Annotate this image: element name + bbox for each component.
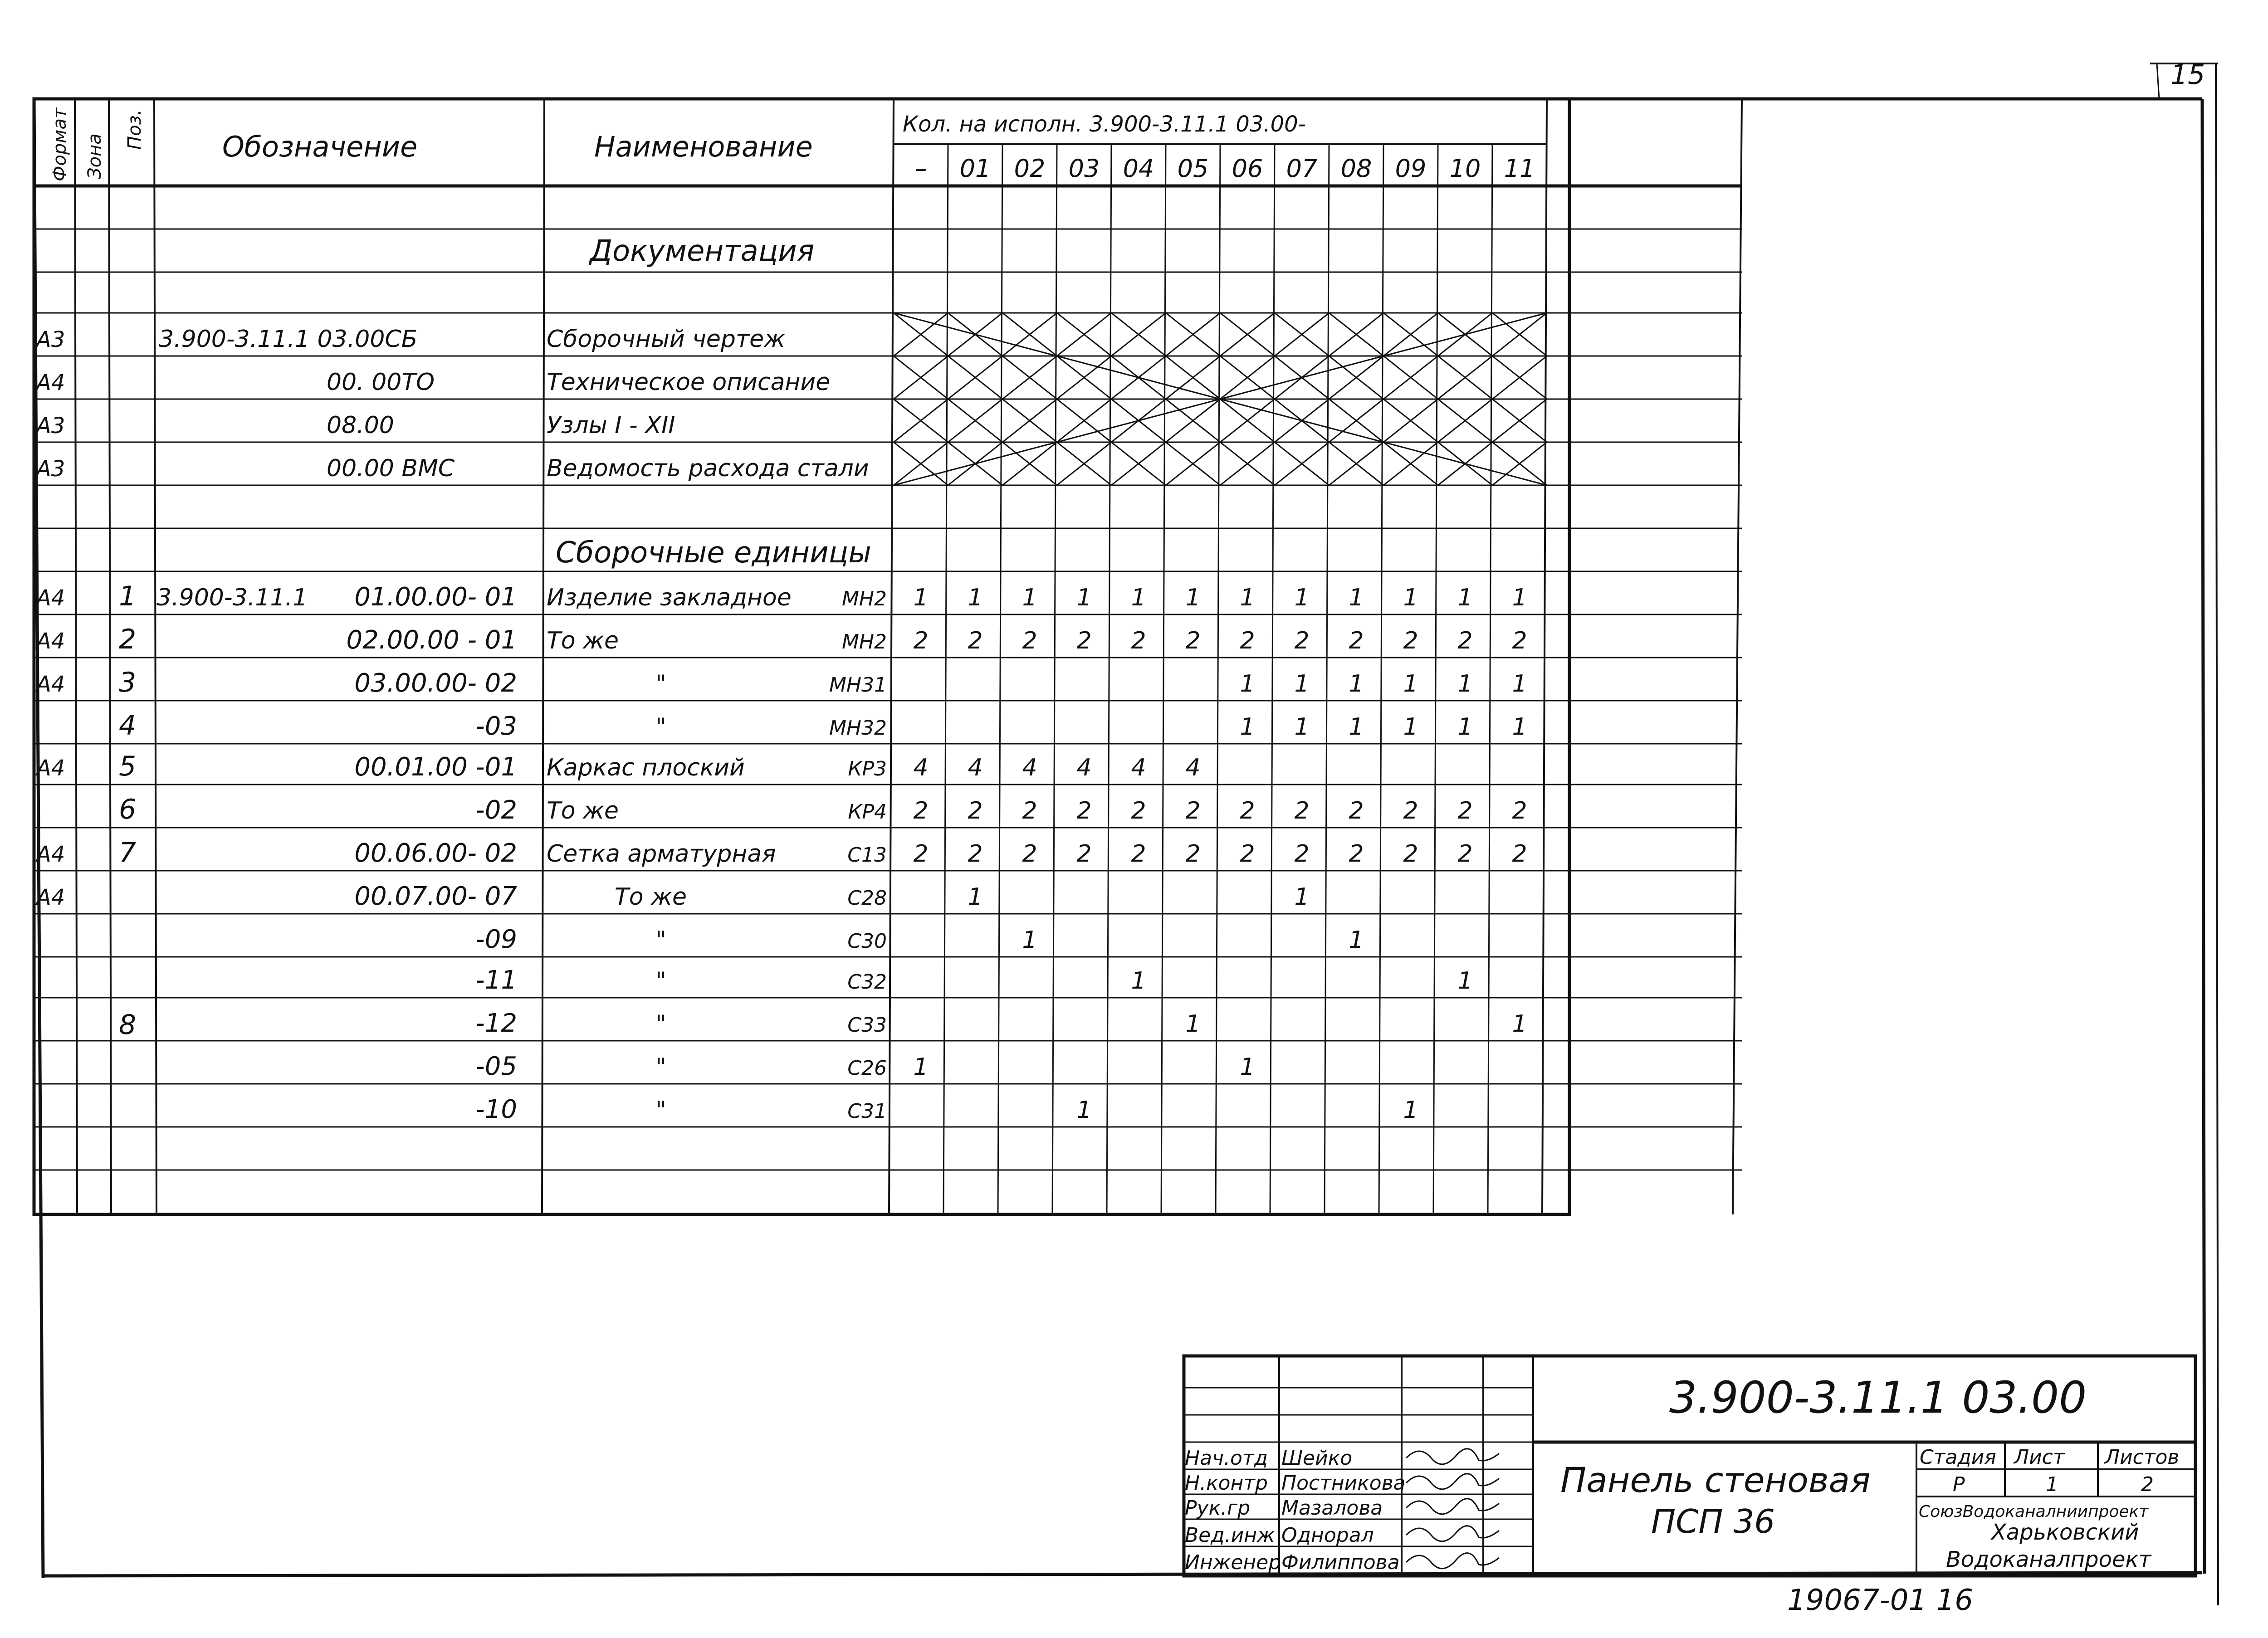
sheet-label: Лист (2014, 1446, 2065, 1469)
row-designation: -05 (475, 1052, 517, 1081)
row-name: Сетка арматурная (547, 840, 776, 868)
stage-label: Стадия (1920, 1446, 1996, 1469)
row-quantity: 2 (1185, 840, 1201, 868)
row-quantity: 4 (1131, 754, 1146, 781)
row-quantity: 4 (968, 754, 983, 781)
row-quantity: 2 (1294, 797, 1310, 824)
row-quantity: 2 (1512, 797, 1527, 824)
row-quantity: 2 (1240, 627, 1255, 654)
doc-row-format: А3 (36, 456, 65, 482)
signer-role: Нач.отд (1185, 1447, 1268, 1470)
row-quantity: 1 (1403, 584, 1418, 611)
row-quantity: 2 (1349, 840, 1364, 868)
header-qty-title: Кол. на испoлн. 3.900-3.11.1 03.00- (903, 112, 1306, 137)
organization-line-3: Водоканалпроект (1946, 1547, 2151, 1572)
row-mark: С13 (847, 843, 887, 867)
row-position: 1 (119, 580, 137, 612)
row-quantity: 2 (1457, 797, 1473, 824)
row-quantity: 2 (913, 840, 929, 868)
row-name: " (655, 967, 666, 994)
row-quantity: 1 (1240, 584, 1255, 611)
row-designation: -09 (475, 925, 517, 954)
row-quantity: 4 (1185, 754, 1201, 781)
row-name: " (655, 1053, 666, 1081)
variant-header-1: 01 (959, 154, 991, 183)
row-quantity: 1 (1512, 713, 1527, 741)
row-quantity: 2 (1185, 797, 1201, 824)
row-mark: С28 (847, 887, 887, 910)
row-quantity: 1 (913, 1053, 929, 1081)
doc-row-name: Сборочный чертеж (547, 326, 785, 353)
header-pos: Поз. (124, 109, 145, 150)
row-quantity: 2 (1185, 627, 1201, 654)
row-designation: -12 (475, 1009, 517, 1038)
row-quantity: 1 (1403, 713, 1418, 741)
documentation-rows (35, 326, 869, 482)
row-quantity: 1 (1512, 1010, 1527, 1038)
row-position: 6 (119, 794, 137, 825)
row-quantity: 4 (1076, 754, 1092, 781)
signer-role: Вед.инж (1185, 1524, 1275, 1547)
organization-line-1: СоюзВодоканалниипроект (1919, 1502, 2149, 1521)
row-quantity: 2 (1076, 797, 1092, 824)
signer-name: Постникова (1281, 1472, 1406, 1495)
row-designation: 00.01.00 -01 (354, 752, 517, 782)
row-quantity: 1 (1403, 1097, 1418, 1124)
row-quantity: 1 (1457, 584, 1473, 611)
row-quantity: 1 (1185, 584, 1201, 611)
row-designation: -02 (475, 795, 517, 825)
row-designation: 02.00.00 - 01 (346, 625, 517, 655)
row-designation: -10 (475, 1095, 517, 1124)
row-designation: 00.07.00- 07 (354, 882, 517, 911)
row-quantity: 2 (1022, 797, 1037, 824)
variant-header-2: 02 (1014, 154, 1046, 183)
row-quantity: 2 (1240, 797, 1255, 824)
row-name: Изделие закладное (547, 584, 792, 611)
row-position: 2 (119, 624, 137, 655)
row-quantity: 2 (1457, 840, 1473, 868)
row-quantity: 1 (913, 584, 929, 611)
row-quantity: 1 (1349, 670, 1364, 697)
row-format: А4 (36, 585, 65, 611)
row-quantity: 2 (1512, 627, 1527, 654)
row-quantity: 2 (1294, 840, 1310, 868)
row-format: А4 (36, 756, 65, 781)
signature-scribble (1406, 1553, 1499, 1569)
row-quantity: 1 (968, 883, 983, 911)
row-name: " (655, 1097, 666, 1124)
row-quantity: 2 (1131, 627, 1146, 654)
row-quantity: 1 (1349, 926, 1364, 954)
row-quantity: 2 (968, 840, 983, 868)
header-zone: Зона (84, 133, 105, 179)
document-title: Панель стеновая (1560, 1460, 1871, 1500)
section-assemblies: Сборочные единицы (556, 536, 871, 570)
row-quantity: 1 (1403, 670, 1418, 697)
row-quantity: 2 (1403, 840, 1418, 868)
row-quantity: 2 (968, 797, 983, 824)
variant-header-8: 08 (1340, 154, 1372, 183)
variant-header-7: 07 (1286, 154, 1318, 183)
row-name: " (655, 1010, 666, 1038)
row-quantity: 2 (913, 797, 929, 824)
archive-number: 19067-01 16 (1787, 1584, 1973, 1617)
section-documentation: Документация (590, 234, 815, 268)
row-quantity: 2 (1403, 627, 1418, 654)
row-designation: 00.06.00- 02 (354, 838, 517, 868)
row-designation: -11 (475, 965, 517, 995)
row-position: 7 (119, 837, 137, 868)
row-quantity: 1 (1349, 584, 1364, 611)
stage-value: Р (1953, 1473, 1965, 1496)
doc-row-designation: 00. 00ТО (327, 369, 435, 396)
row-designation: -03 (475, 712, 517, 741)
variant-header-11: 11 (1504, 154, 1535, 183)
row-position: 5 (119, 751, 137, 782)
row-quantity: 2 (1349, 627, 1364, 654)
row-mark: С32 (847, 970, 887, 994)
row-quantity: 2 (1294, 627, 1310, 654)
row-quantity: 1 (1131, 967, 1146, 994)
signer-role: Рук.гр (1185, 1497, 1251, 1520)
row-quantity: 1 (1294, 584, 1310, 611)
row-quantity: 1 (1294, 883, 1310, 911)
row-name: " (655, 713, 666, 741)
assembly-rows (35, 580, 1527, 1124)
row-name: " (655, 670, 666, 697)
row-quantity: 1 (1349, 713, 1364, 741)
signature-scribble (1406, 1474, 1499, 1489)
row-format: А4 (36, 672, 65, 697)
row-quantity: 1 (1294, 670, 1310, 697)
sheets-label: Листов (2105, 1446, 2180, 1469)
signature-scribble (1406, 1499, 1499, 1514)
row-quantity: 2 (1076, 840, 1092, 868)
row-quantity: 2 (1131, 840, 1146, 868)
doc-row-format: А3 (36, 327, 65, 352)
organization-line-2: Харьковский (1991, 1520, 2139, 1545)
doc-row-format: А4 (36, 370, 65, 395)
row-quantity: 1 (1131, 584, 1146, 611)
row-quantity: 1 (1240, 713, 1255, 741)
row-quantity: 2 (1022, 627, 1037, 654)
signer-role: Н.контр (1185, 1472, 1268, 1495)
doc-row-designation: 3.900-3.11.1 03.00СБ (159, 326, 418, 353)
row-quantity: 1 (1512, 584, 1527, 611)
row-quantity: 1 (1022, 926, 1037, 954)
row-format: А4 (36, 629, 65, 654)
row-quantity: 1 (1294, 713, 1310, 741)
row-quantity: 1 (1022, 584, 1037, 611)
row-name: То же (547, 627, 619, 654)
signature-scribble (1406, 1526, 1499, 1541)
header-designation: Обозначение (222, 130, 418, 163)
doc-row-format: А3 (36, 413, 65, 439)
signature-scribble (1406, 1449, 1499, 1464)
row-mark: КР4 (848, 800, 887, 824)
row-quantity: 2 (1403, 797, 1418, 824)
row-quantity: 4 (913, 754, 929, 781)
row-designation: 03.00.00- 02 (354, 668, 517, 698)
row-quantity: 2 (1349, 797, 1364, 824)
row-name: Каркас плоский (547, 754, 745, 781)
signer-name: Мазалова (1281, 1497, 1383, 1520)
sheets-value: 2 (2141, 1473, 2154, 1496)
row-format: А4 (36, 842, 65, 867)
row-position: 3 (119, 667, 137, 698)
row-quantity: 2 (968, 627, 983, 654)
row-mark: КР3 (848, 757, 887, 780)
doc-row-name: Ведомость расхода стали (547, 455, 869, 482)
variant-header-4: 04 (1123, 154, 1154, 183)
row-mark: С30 (847, 930, 887, 953)
row-quantity: 1 (1185, 1010, 1201, 1038)
row-name: То же (615, 883, 687, 911)
row-mark: С31 (847, 1100, 887, 1123)
doc-row-name: Техническое описание (547, 369, 831, 396)
row-format: А4 (36, 885, 65, 910)
row-mark: МН2 (841, 587, 887, 610)
doc-row-designation: 08.00 (327, 412, 394, 439)
row-quantity: 1 (1457, 670, 1473, 697)
row-quantity: 4 (1022, 754, 1037, 781)
document-code: 3.900-3.11.1 03.00 (1669, 1372, 2087, 1423)
header-name: Наименование (594, 130, 813, 163)
signatures-table (1185, 1447, 1499, 1574)
row-quantity: 1 (1457, 967, 1473, 994)
signer-name: Шейко (1281, 1447, 1353, 1470)
row-quantity: 1 (1076, 584, 1092, 611)
row-quantity: 1 (1457, 713, 1473, 741)
row-position: 4 (119, 710, 137, 741)
row-quantity: 1 (1240, 670, 1255, 697)
row-quantity: 1 (1076, 1097, 1092, 1124)
variant-header-5: 05 (1177, 154, 1209, 183)
row-designation-prefix: 3.900-3.11.1 (156, 584, 308, 611)
row-designation: 01.00.00- 01 (354, 582, 517, 612)
doc-row-name: Узлы I - XII (547, 412, 675, 439)
row-mark: МН2 (841, 630, 887, 653)
doc-row-designation: 00.00 ВМС (327, 455, 455, 482)
sheet-value: 1 (2046, 1473, 2058, 1496)
variant-header-0: – (914, 154, 927, 183)
row-quantity: 1 (968, 584, 983, 611)
signer-role: Инженер (1185, 1551, 1281, 1574)
row-quantity: 1 (1240, 1053, 1255, 1081)
sheet-number: 15 (2170, 59, 2205, 91)
row-quantity: 2 (1240, 840, 1255, 868)
document-subtitle: ПСП 36 (1651, 1502, 1775, 1540)
signer-name: Филиппова (1281, 1551, 1400, 1574)
row-quantity: 1 (1512, 670, 1527, 697)
header-format: Формат (49, 107, 70, 181)
row-mark: С26 (847, 1057, 887, 1080)
row-quantity: 2 (1457, 627, 1473, 654)
row-name: " (655, 926, 666, 954)
row-name: То же (547, 797, 619, 824)
row-mark: МН31 (829, 673, 887, 697)
spec-table-grid (34, 99, 1742, 1214)
signer-name: Однорал (1281, 1524, 1374, 1547)
row-quantity: 2 (1076, 627, 1092, 654)
variant-header-10: 10 (1449, 154, 1481, 183)
row-mark: С33 (847, 1014, 887, 1037)
variant-header-9: 09 (1395, 154, 1427, 183)
row-position: 8 (119, 1009, 137, 1041)
row-quantity: 2 (913, 627, 929, 654)
variant-headers (915, 154, 1535, 183)
variant-header-6: 06 (1232, 154, 1263, 183)
row-quantity: 2 (1022, 840, 1037, 868)
row-mark: МН32 (829, 717, 887, 740)
variant-header-3: 03 (1068, 154, 1100, 183)
row-quantity: 2 (1131, 797, 1146, 824)
row-quantity: 2 (1512, 840, 1527, 868)
